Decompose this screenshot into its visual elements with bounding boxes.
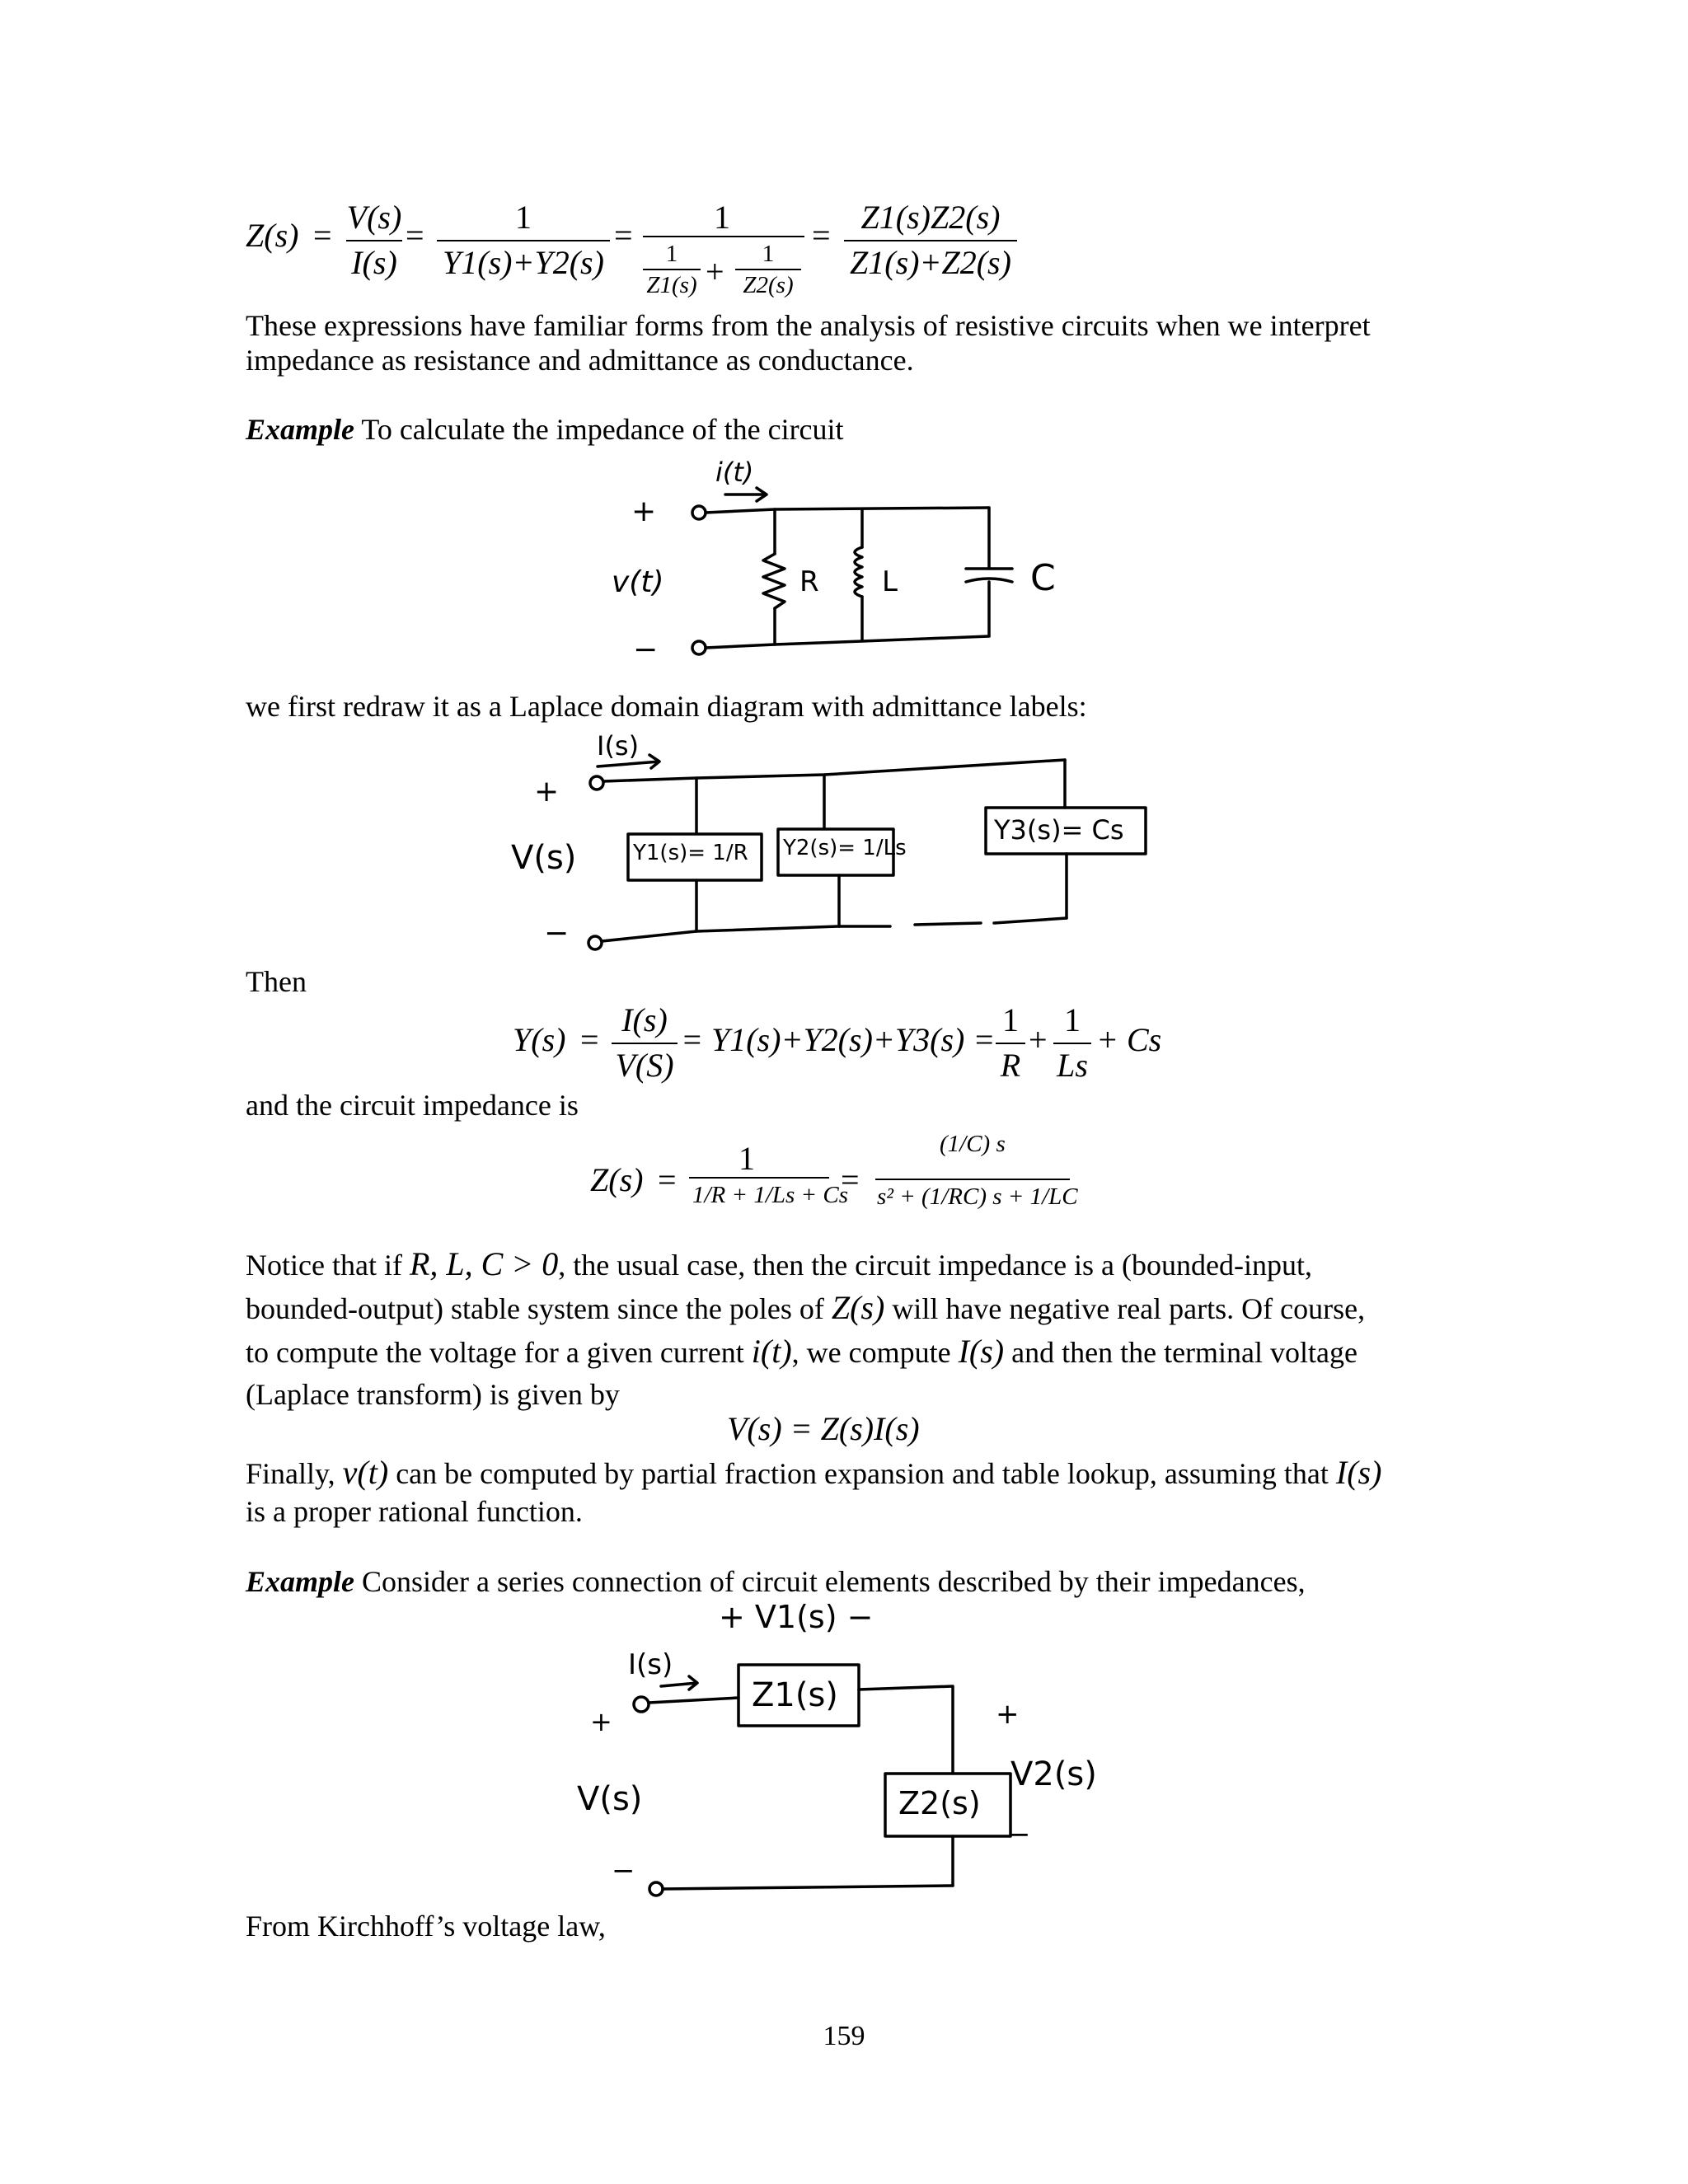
circuit-3-minus: − xyxy=(612,1854,635,1887)
circuit-3-plus: + xyxy=(590,1706,612,1737)
paragraph-kirchhoff: From Kirchhoff’s voltage law, xyxy=(246,1910,606,1943)
circuit-3-box-2-label: Z2(s) xyxy=(898,1785,981,1821)
circuit-2-current-label: I(s) xyxy=(597,730,640,762)
inline-math-vt: v(t) xyxy=(342,1454,389,1491)
inline-math-is-2: I(s) xyxy=(1335,1454,1382,1491)
example-1-text: To calculate the impedance of the circuit xyxy=(354,413,844,446)
circuit-1-resistor-label: R xyxy=(799,565,819,598)
example-1-label: Example xyxy=(246,413,354,446)
eqY-term-2: 1 Ls xyxy=(1053,1001,1091,1085)
eqZ-frac-1-den: 1/R + 1/Ls + Cs xyxy=(692,1182,849,1208)
eq1-equals-2: = xyxy=(406,217,424,254)
eqZ-frac-1-num: 1 xyxy=(738,1140,755,1177)
example-2-text: Consider a series connection of circuit elements described by their impedances, xyxy=(354,1565,1306,1598)
circuit-3-v2-plus: + xyxy=(996,1698,1020,1731)
eq1-equals-3: = xyxy=(614,217,633,254)
circuit-2-box-2-label: Y2(s)= 1/Ls xyxy=(783,836,907,860)
paragraph-circuit-impedance: and the circuit impedance is xyxy=(246,1089,579,1122)
paragraph-partial-fraction: Finally, v(t) can be computed by partial fraction expansion and table lookup, assuming that I(s) is a proper rational function. xyxy=(246,1454,1382,1528)
circuit-1-voltage-label: v(t) xyxy=(612,565,664,599)
then-text: Then xyxy=(246,965,307,998)
equation-voltage: V(s) = Z(s)I(s) xyxy=(727,1410,920,1447)
circuit-3-voltage-label: V(s) xyxy=(577,1780,643,1818)
eqY-plus: + xyxy=(1029,1021,1048,1058)
circuit-2-box-3-label: Y3(s)= Cs xyxy=(994,814,1124,846)
inline-math-is: I(s) xyxy=(958,1333,1005,1370)
page-number: 159 xyxy=(823,2021,865,2051)
circuit-1-current-label: i(t) xyxy=(715,457,754,488)
eq1-frac-3-den-term-2: 1 Z2(s) xyxy=(735,241,801,299)
eqZ-frac-2-num: (1/C) s xyxy=(940,1131,1006,1157)
eqY-equals: = xyxy=(580,1021,599,1058)
eqY-lhs: Y(s) xyxy=(513,1021,566,1058)
eqY-sum: = Y1(s)+Y2(s)+Y3(s) = xyxy=(681,1021,996,1058)
eq1-frac-3-plus: + xyxy=(706,253,724,290)
eq1-lhs: Z(s) xyxy=(246,217,299,254)
paragraph-stability: Notice that if R, L, C > 0, the usual case, then the circuit impedance is a (bounded-input, bounded-output) stable system since the poles of Z(s) will have negative real parts. Of course, to compute the voltage for a given current i(t), we compute I(s) and then the terminal voltage (Laplace transform) is given by xyxy=(246,1245,1366,1411)
eq1-frac-4: Z1(s)Z2(s) Z1(s)+Z2(s) xyxy=(844,198,1017,282)
circuit-3-box-1-label: Z1(s) xyxy=(752,1676,838,1714)
circuit-3-v2-minus: − xyxy=(1007,1818,1031,1851)
eqY-term-1: 1 R xyxy=(996,1001,1025,1085)
inline-math-it: i(t) xyxy=(751,1333,792,1370)
example-2-label: Example xyxy=(246,1565,354,1598)
eq1-frac-2: 1 Y1(s)+Y2(s) xyxy=(437,198,610,282)
eqY-tail: + Cs xyxy=(1096,1021,1162,1058)
paragraph-resistive-analogy: These expressions have familiar forms from the analysis of resistive circuits when we interpret impedance as resistance and admittance as conductance. xyxy=(246,309,1371,377)
eqZ-equals: = xyxy=(658,1161,677,1198)
circuit-1-capacitor-label: C xyxy=(1030,557,1056,599)
circuit-1-minus: − xyxy=(633,633,659,667)
circuit-2-voltage-label: V(s) xyxy=(511,839,577,877)
eq1-equals: = xyxy=(313,217,332,254)
eq1-frac-3-num: 1 xyxy=(714,199,730,236)
circuit-2-plus: + xyxy=(534,775,560,808)
circuit-1-inductor-label: L xyxy=(882,565,898,598)
paragraph-laplace-redraw: we first redraw it as a Laplace domain diagram with admittance labels: xyxy=(246,690,1087,723)
circuit-2-box-1-label: Y1(s)= 1/R xyxy=(633,841,748,865)
circuit-1-plus: + xyxy=(631,494,657,528)
circuit-2-minus: − xyxy=(544,916,570,950)
eq1-frac-1: V(s) I(s) xyxy=(346,199,402,281)
eqZ-frac-2-den: s² + (1/RC) s + 1/LC xyxy=(877,1183,1078,1210)
eqZ-lhs: Z(s) xyxy=(590,1161,644,1198)
inline-math-rlc: R, L, C > 0 xyxy=(409,1245,559,1282)
inline-math-zs: Z(s) xyxy=(831,1289,885,1326)
circuit-3-v1-label: + V1(s) − xyxy=(719,1599,874,1635)
eq1-equals-4: = xyxy=(812,217,831,254)
eqZ-equals-2: = xyxy=(841,1161,860,1198)
eqY-frac: I(s) V(S) xyxy=(612,1001,678,1085)
circuit-3-v2-label: V2(s) xyxy=(1010,1755,1097,1793)
circuit-3-current-label: I(s) xyxy=(628,1648,673,1681)
eq1-frac-3-den-term-1: 1 Z1(s) xyxy=(643,241,701,299)
